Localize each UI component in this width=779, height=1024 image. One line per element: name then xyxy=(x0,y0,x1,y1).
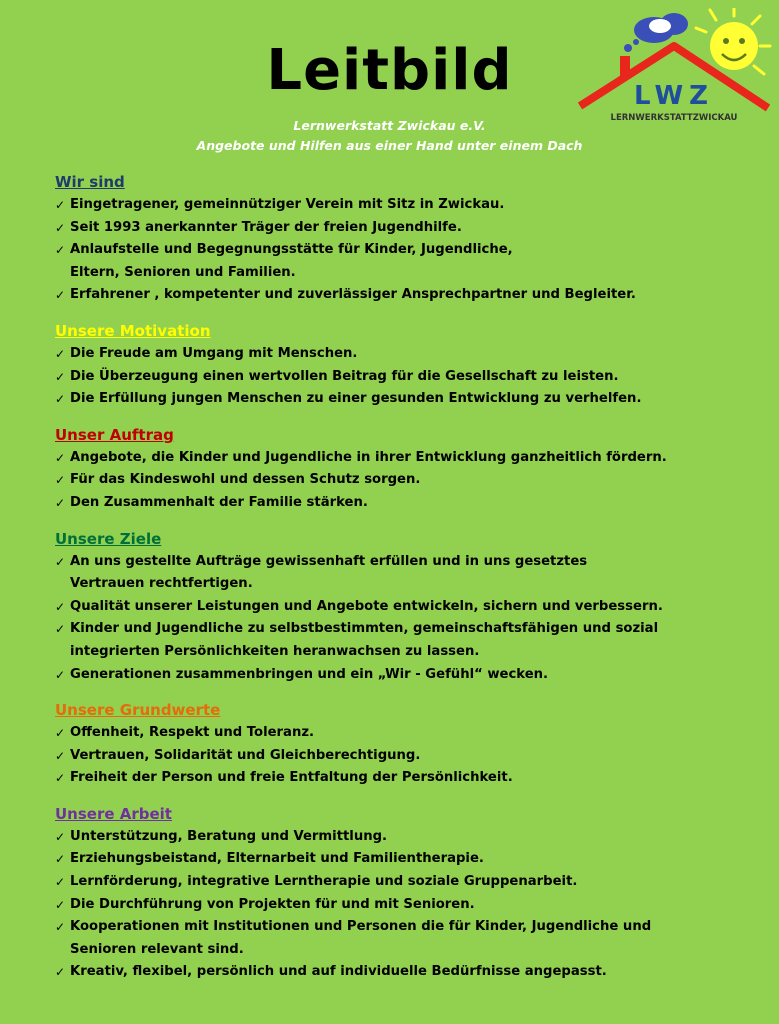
checkmark-icon: ✓ xyxy=(55,198,66,212)
list-item xyxy=(55,745,755,768)
list-item-text: Den Zusammenhalt der Familie stärken. xyxy=(70,494,368,510)
checkmark-icon: ✓ xyxy=(55,726,66,741)
list-item xyxy=(55,343,755,366)
checkmark-icon: ✓ xyxy=(55,748,66,763)
list-item xyxy=(55,871,755,894)
section-heading: Unsere Arbeit xyxy=(55,804,172,823)
organization-name: Lernwerkstatt Zwickau e.V. xyxy=(293,118,486,133)
list-item-text: Die Freude am Umgang mit Menschen. xyxy=(70,345,358,361)
list-item-text: Die Durchführung von Projekten für und mit Senioren. xyxy=(70,896,475,912)
list-item xyxy=(55,447,755,470)
logo-text: LWZ xyxy=(633,81,715,111)
list-item-text: Kooperationen mit Institutionen und Personen die für Kinder, Jugendliche und Senioren relevant sind. xyxy=(70,919,652,957)
checkmark-icon: ✓ xyxy=(55,392,66,407)
list-item-text: Erfahrener , kompetenter und zuverlässiger Ansprechpartner und Begleiter. xyxy=(70,287,636,303)
list-item xyxy=(55,596,755,619)
checkmark-icon: ✓ xyxy=(55,875,66,890)
list-item xyxy=(55,469,755,492)
lwz-logo xyxy=(576,8,772,123)
tagline: Angebote und Hilfen aus einer Hand unter einem Dach xyxy=(196,138,583,153)
checkmark-icon: ✓ xyxy=(55,369,66,384)
list-item-text: Angebote, die Kinder und Jugendliche in ihrer Entwicklung ganzheitlich fördern. xyxy=(70,449,667,465)
list-item-text: Die Erfüllung jungen Menschen zu einer gesunden Entwicklung zu verhelfen. xyxy=(70,391,642,407)
list-item xyxy=(55,664,755,687)
checkmark-icon: ✓ xyxy=(55,897,66,912)
list-item-text: Kinder und Jugendliche zu selbstbestimmten, gemeinschaftsfähigen und sozial integrierten Persönlichkeiten heranwachsen zu lassen. xyxy=(70,621,659,659)
list-item xyxy=(55,848,755,871)
checkmark-icon: ✓ xyxy=(55,965,66,980)
list-item-text: An uns gestellte Aufträge gewissenhaft erfüllen und in uns gesetztes Vertrauen rechtfertigen. xyxy=(70,553,588,592)
logo-subtext: LERNWERKSTATTZWICKAU xyxy=(610,113,738,123)
section-unsere-motivation xyxy=(55,321,755,411)
checkmark-icon: ✓ xyxy=(55,495,66,510)
checkmark-icon: ✓ xyxy=(55,829,66,844)
list-item xyxy=(55,217,755,240)
section-unsere-ziele xyxy=(55,529,755,687)
list-item xyxy=(55,239,755,284)
checkmark-icon: ✓ xyxy=(55,771,66,786)
section-unser-auftrag xyxy=(55,425,755,515)
list-item xyxy=(55,366,755,389)
list-item-text: Die Überzeugung einen wertvollen Beitrag für die Gesellschaft zu leisten. xyxy=(70,368,619,384)
list-item xyxy=(55,388,755,411)
checkmark-icon: ✓ xyxy=(55,288,66,303)
list-item-text: Erziehungsbeistand, Elternarbeit und Familientherapie. xyxy=(70,851,484,867)
list-item xyxy=(55,618,755,663)
list-item xyxy=(55,492,755,515)
checkmark-icon: ✓ xyxy=(55,473,66,488)
list-item-text: Lernförderung, integrative Lerntherapie und soziale Gruppenarbeit. xyxy=(70,874,578,890)
checkmark-icon: ✓ xyxy=(55,450,66,465)
list-item xyxy=(55,894,755,917)
section-heading: Unser Auftrag xyxy=(55,425,174,444)
section-unsere-grundwerte xyxy=(55,700,755,790)
list-item-text: Anlaufstelle und Begegnungsstätte für Kinder, Jugendliche, Eltern, Senioren und Familien. xyxy=(70,242,513,280)
list-item xyxy=(55,284,755,307)
checkmark-icon: ✓ xyxy=(55,667,66,682)
list-item-text: Vertrauen, Solidarität und Gleichberechtigung. xyxy=(70,747,421,763)
list-item xyxy=(55,767,755,790)
content xyxy=(55,172,755,998)
page-title: Leitbild xyxy=(266,38,513,103)
section-heading: Unsere Ziele xyxy=(55,529,162,548)
list-item-text: Kreativ, flexibel, persönlich und auf individuelle Bedürfnisse angepasst. xyxy=(70,964,607,980)
list-item xyxy=(55,194,755,217)
section-heading: Wir sind xyxy=(55,173,125,191)
list-item xyxy=(55,916,755,961)
list-item-text: Generationen zusammenbringen und ein „Wir - Gefühl“ wecken. xyxy=(70,666,549,682)
list-item xyxy=(55,826,755,849)
list-item-text: Seit 1993 anerkannter Träger der freien Jugendhilfe. xyxy=(70,219,462,235)
list-item xyxy=(55,551,755,596)
list-item xyxy=(55,961,755,984)
checkmark-icon: ✓ xyxy=(55,346,66,361)
list-item-text: Freiheit der Person und freie Entfaltung der Persönlichkeit. xyxy=(70,770,513,786)
checkmark-icon: ✓ xyxy=(55,920,66,935)
section-heading: Unsere Grundwerte xyxy=(55,701,221,720)
checkmark-icon: ✓ xyxy=(55,622,66,637)
checkmark-icon: ✓ xyxy=(55,599,66,614)
checkmark-icon: ✓ xyxy=(55,220,66,235)
section-unsere-arbeit xyxy=(55,804,755,984)
list-item-text: Offenheit, Respekt und Toleranz. xyxy=(70,725,315,741)
checkmark-icon: ✓ xyxy=(55,243,66,258)
checkmark-icon: ✓ xyxy=(55,852,66,867)
list-item-text: Unterstützung, Beratung und Vermittlung. xyxy=(70,828,388,844)
section-wir-sind xyxy=(55,172,755,307)
list-item-text: Für das Kindeswohl und dessen Schutz sorgen. xyxy=(70,472,421,488)
list-item-text: Eingetragener, gemeinnütziger Verein mit Sitz in Zwickau. xyxy=(70,197,505,212)
list-item-text: Qualität unserer Leistungen und Angebote entwickeln, sichern und verbessern. xyxy=(70,598,663,614)
checkmark-icon: ✓ xyxy=(55,554,66,569)
section-heading: Unsere Motivation xyxy=(55,321,211,340)
list-item xyxy=(55,722,755,745)
